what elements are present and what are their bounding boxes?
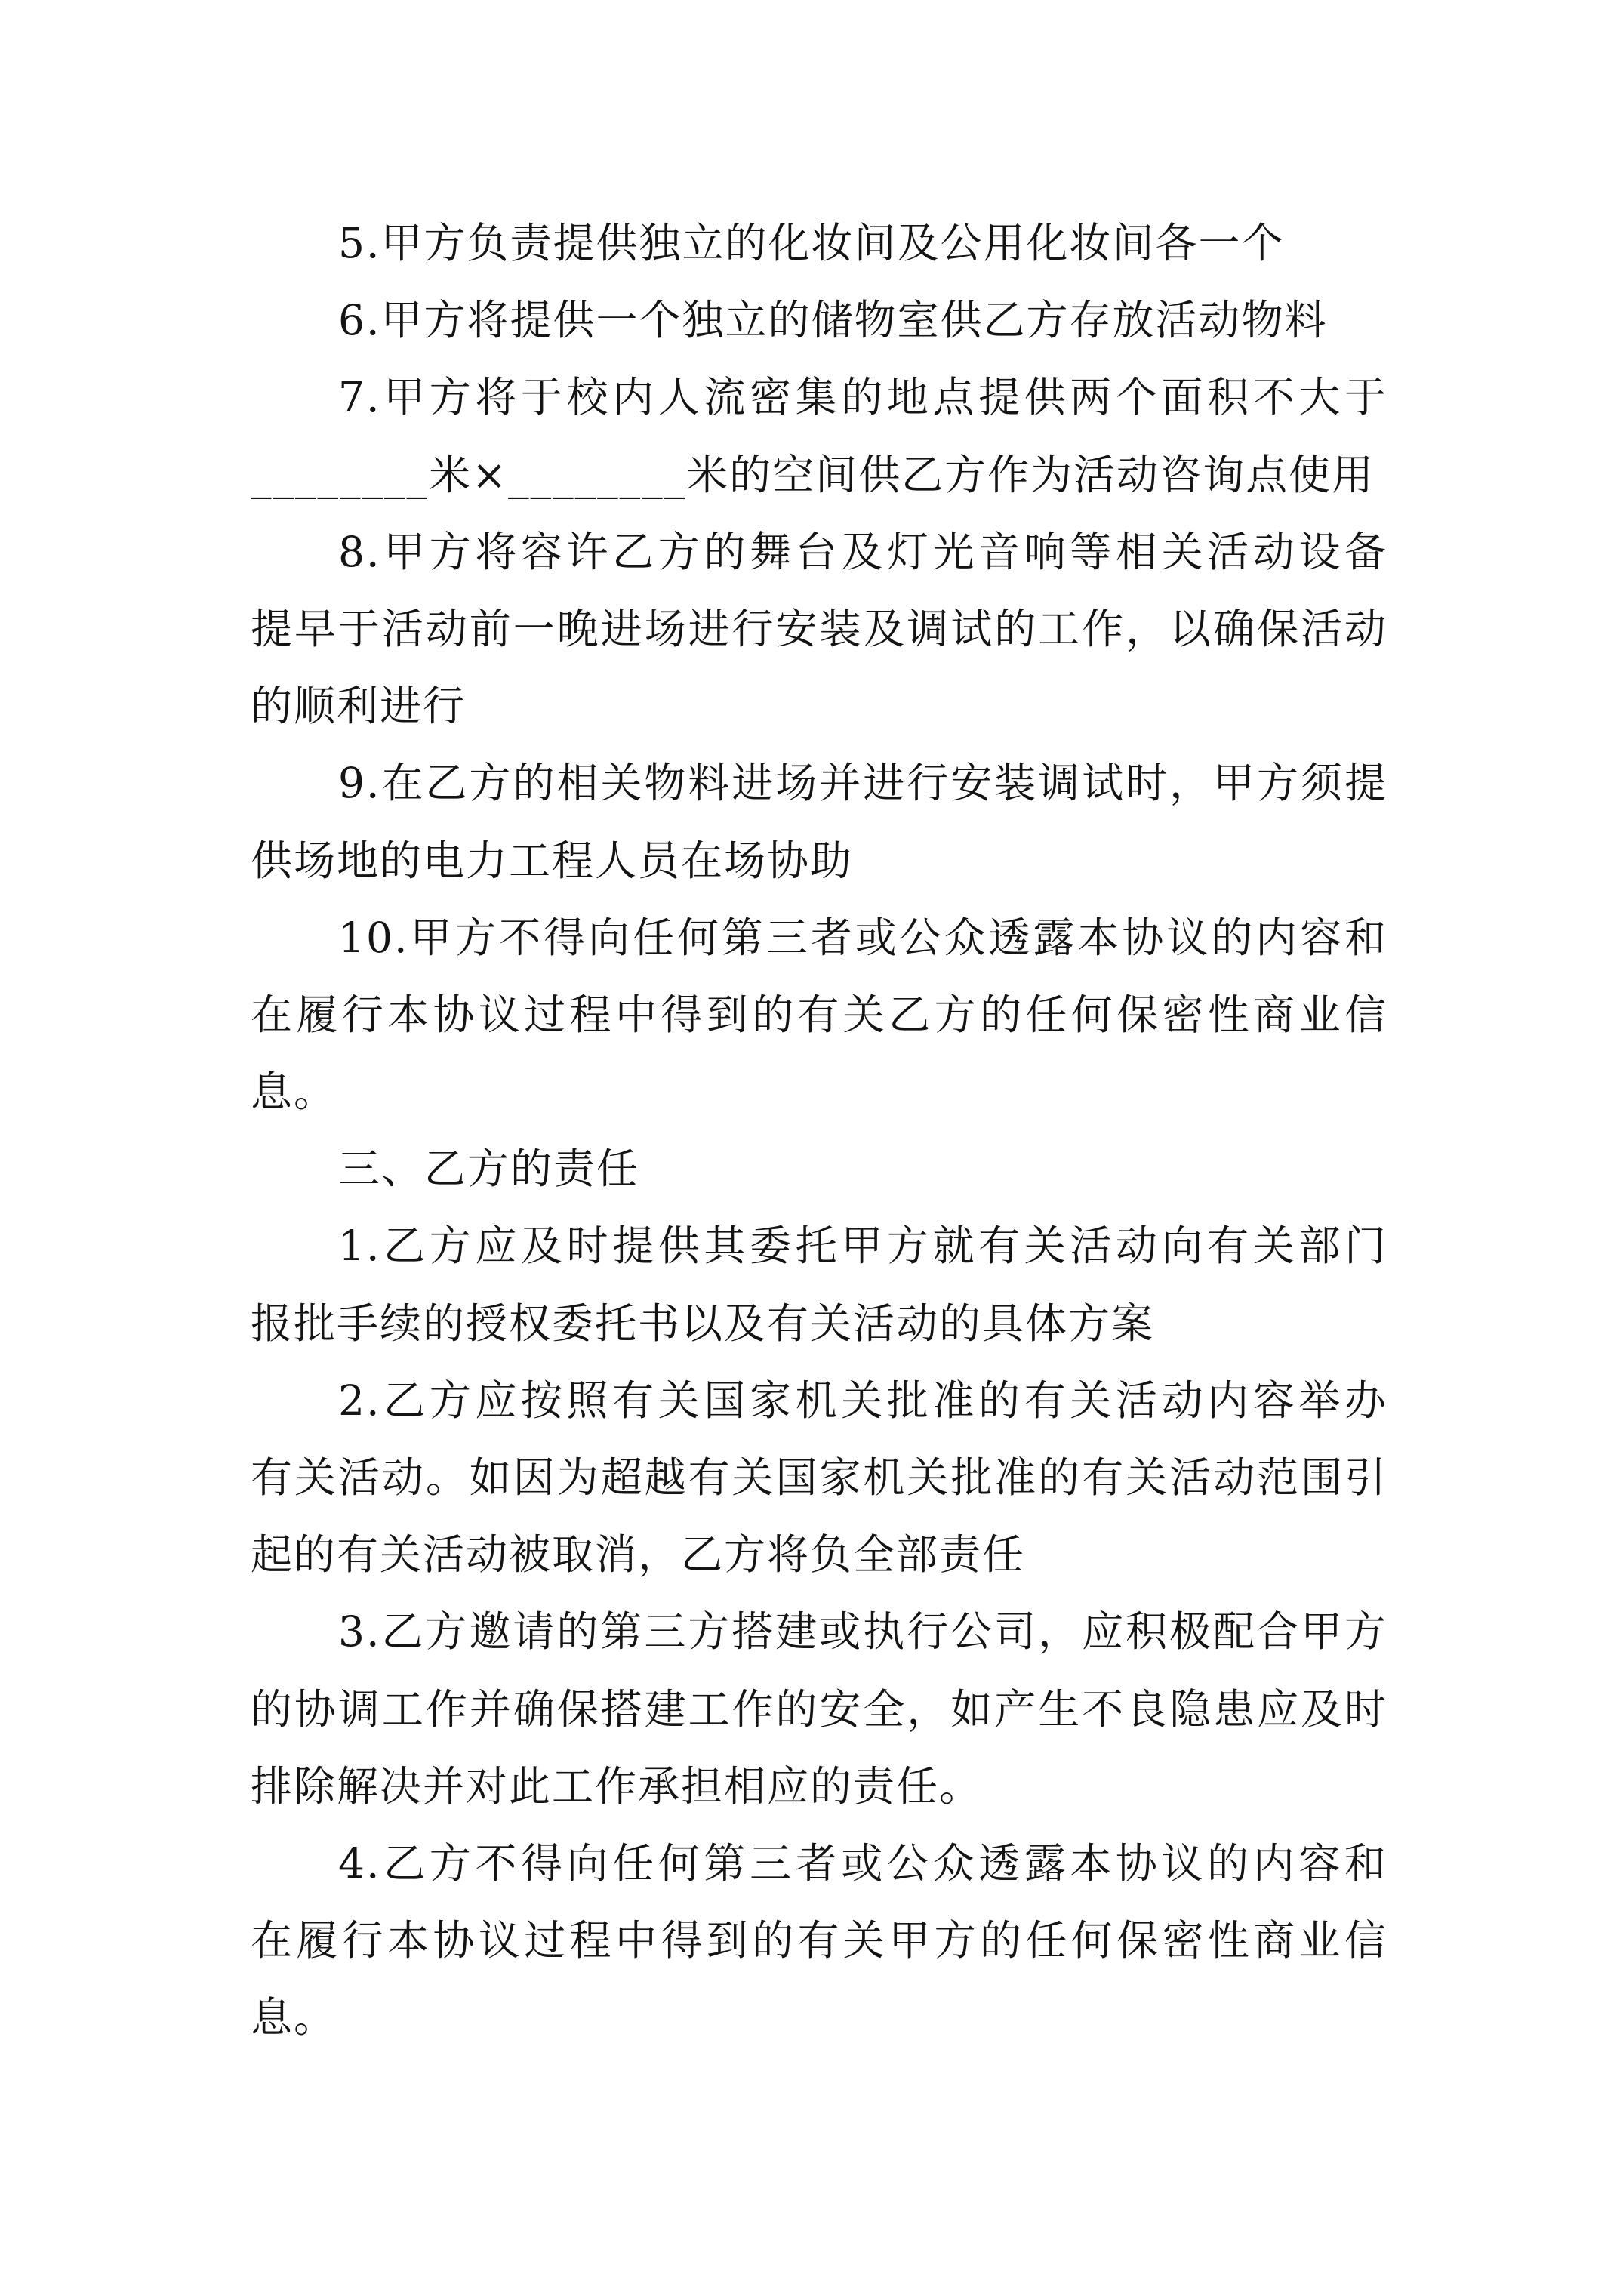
clause-line: 1.乙方应及时提供其委托甲方就有关活动向有关部门 <box>338 1222 1387 1271</box>
clause-paragraph <box>251 744 1387 898</box>
clause-line: 排除解决并对此工作承担相应的责任。 <box>251 1761 983 1811</box>
clause-line: 在履行本协议过程中得到的有关甲方的任何保密性商业信 <box>251 1916 1387 1965</box>
clause-paragraph <box>251 282 1387 359</box>
clause-line: 息。 <box>251 1068 337 1117</box>
clause-paragraph <box>251 359 1387 513</box>
clause-line: 在履行本协议过程中得到的有关乙方的任何保密性商业信 <box>251 990 1387 1039</box>
clause-line: 4.乙方不得向任何第三者或公众透露本协议的内容和 <box>338 1838 1387 1888</box>
clause-line: 的协调工作并确保搭建工作的安全，如产生不良隐患应及时 <box>251 1684 1387 1734</box>
clause-paragraph <box>251 1825 1387 2057</box>
clause-line: 10.甲方不得向任何第三者或公众透露本协议的内容和 <box>338 913 1387 962</box>
clause-line: 报批手续的授权委托书以及有关活动的具体方案 <box>251 1299 1155 1348</box>
clause-line-with-blanks: ________米×________米的空间供乙方作为活动咨询点使用 <box>251 450 1375 499</box>
clause-line: 8.甲方将容许乙方的舞台及灯光音响等相关活动设备 <box>338 527 1387 576</box>
section-heading: 三、乙方的责任 <box>338 1145 640 1194</box>
clause-line: 息。 <box>251 1993 337 2042</box>
clause-paragraph <box>251 899 1387 1131</box>
clause-line: 2.乙方应按照有关国家机关批准的有关活动内容举办 <box>338 1376 1387 1425</box>
clause-line: 提早于活动前一晚进场进行安装及调试的工作，以确保活动 <box>251 604 1387 653</box>
clause-line: 9.在乙方的相关物料进场并进行安装调试时，甲方须提 <box>338 759 1387 808</box>
document-body <box>251 205 1387 2057</box>
section-heading-paragraph <box>251 1130 1387 1207</box>
clause-line: 3.乙方邀请的第三方搭建或执行公司，应积极配合甲方 <box>338 1607 1387 1657</box>
clause-paragraph <box>251 1362 1387 1594</box>
clause-paragraph <box>251 205 1387 282</box>
clause-paragraph <box>251 513 1387 745</box>
clause-line: 7.甲方将于校内人流密集的地点提供两个面积不大于 <box>338 373 1387 422</box>
clause-line: 供场地的电力工程人员在场协助 <box>251 836 854 885</box>
clause-paragraph <box>251 1593 1387 1825</box>
clause-line: 的顺利进行 <box>251 682 467 731</box>
clause-line: 6.甲方将提供一个独立的储物室供乙方存放活动物料 <box>338 296 1328 345</box>
clause-paragraph <box>251 1207 1387 1361</box>
clause-line: 5.甲方负责提供独立的化妆间及公用化妆间各一个 <box>338 219 1285 267</box>
clause-line: 起的有关活动被取消，乙方将负全部责任 <box>251 1530 1026 1579</box>
clause-line: 有关活动。如因为超越有关国家机关批准的有关活动范围引 <box>251 1453 1387 1502</box>
